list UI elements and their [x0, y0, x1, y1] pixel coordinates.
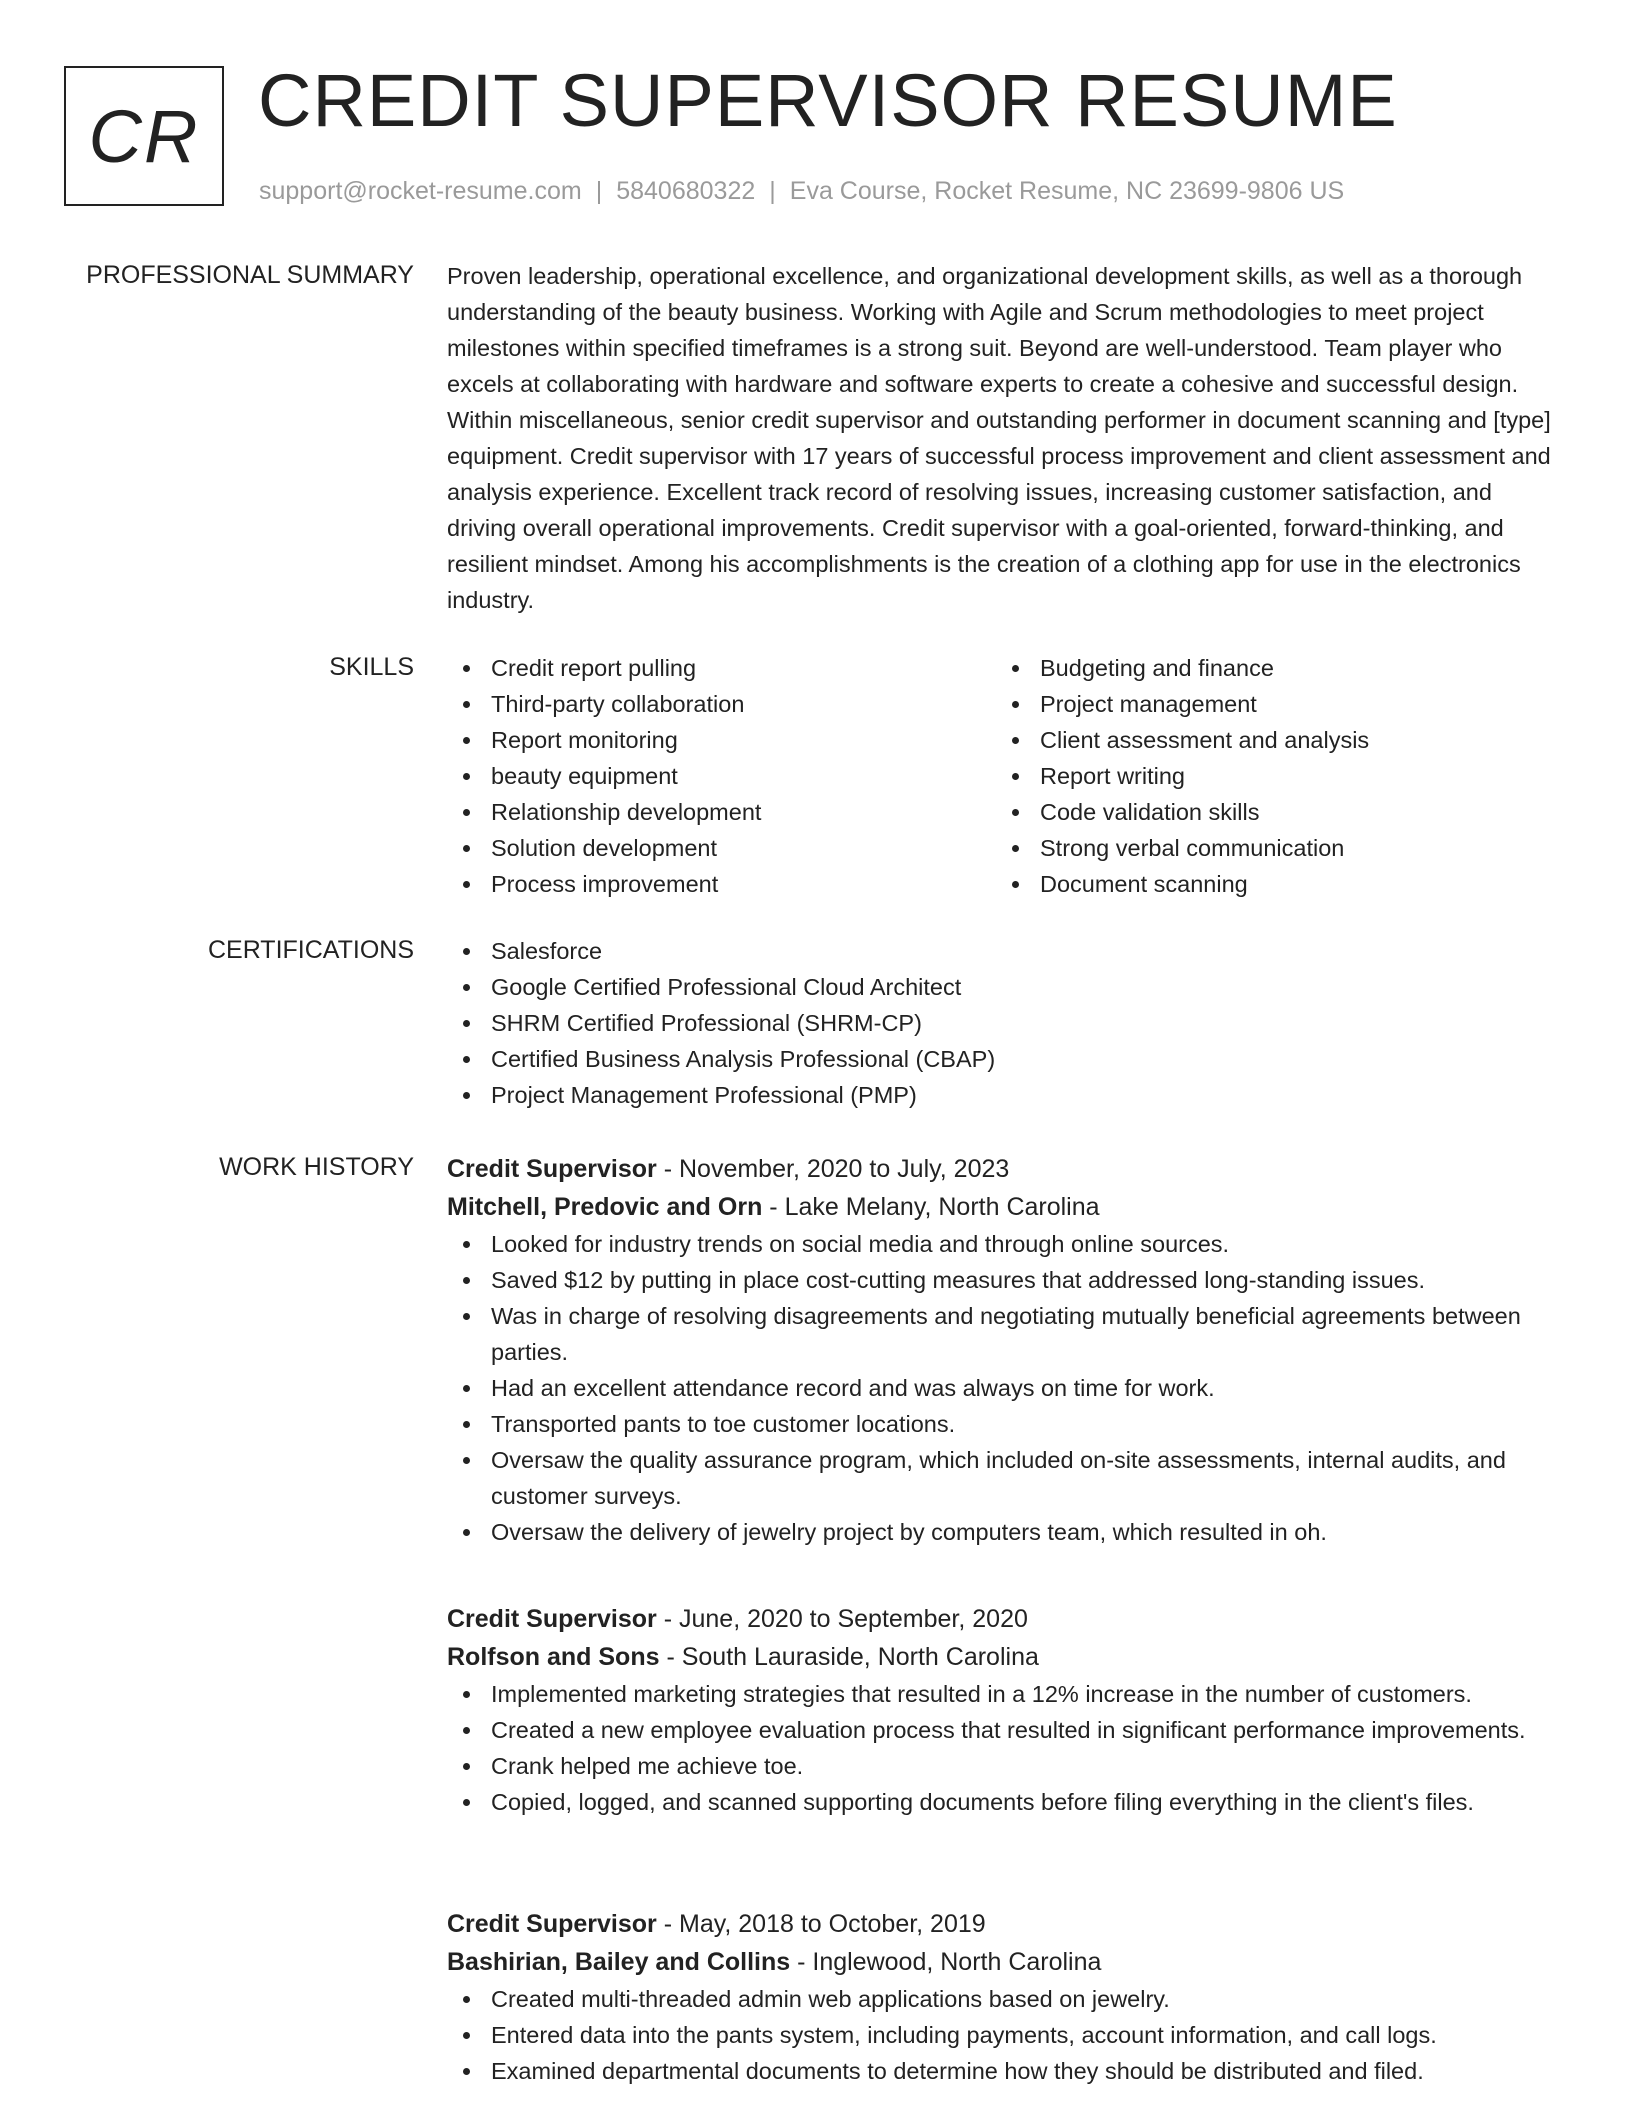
list-item: Budgeting and finance	[996, 650, 1545, 686]
monogram-box	[64, 66, 224, 206]
list-item: Looked for industry trends on social media and through online sources.	[447, 1226, 1567, 1262]
section-label: PROFESSIONAL SUMMARY	[86, 261, 414, 289]
list-item: Created multi-threaded admin web applications based on jewelry.	[447, 1981, 1567, 2017]
contact-separator: |	[595, 177, 603, 205]
job-title-line	[447, 1150, 1567, 1188]
list-item: Project management	[996, 686, 1545, 722]
list-item: Report monitoring	[447, 722, 996, 758]
list-item: beauty equipment	[447, 758, 996, 794]
list-item: Report writing	[996, 758, 1545, 794]
list-item: Transported pants to toe customer locations.	[447, 1406, 1567, 1442]
job-location: - Lake Melany, North Carolina	[762, 1193, 1100, 1221]
list-item: Code validation skills	[996, 794, 1545, 830]
job-entry	[447, 1905, 1567, 2089]
list-item: Process improvement	[447, 866, 996, 902]
job-dates: - November, 2020 to July, 2023	[656, 1155, 1010, 1183]
job-title: Credit Supervisor	[447, 1910, 657, 1938]
job-company-line	[447, 1943, 1567, 1981]
list-item: Strong verbal communication	[996, 830, 1545, 866]
list-item: Copied, logged, and scanned supporting documents before filing everything in the client's files.	[447, 1784, 1567, 1820]
job-dates: - May, 2018 to October, 2019	[656, 1910, 986, 1938]
list-item: Oversaw the delivery of jewelry project by computers team, which resulted in oh.	[447, 1514, 1567, 1550]
skills-list-left	[447, 650, 996, 902]
job-title-line	[447, 1600, 1567, 1638]
page-title: CREDIT SUPERVISOR RESUME	[258, 59, 1398, 142]
job-bullet-list	[447, 1981, 1567, 2089]
list-item: Third-party collaboration	[447, 686, 996, 722]
contact-email: support@rocket-resume.com	[259, 177, 582, 205]
contact-line	[259, 174, 1344, 208]
job-company-line	[447, 1188, 1567, 1226]
list-item: Solution development	[447, 830, 996, 866]
job-dates: - June, 2020 to September, 2020	[656, 1605, 1028, 1633]
monogram-text: CR	[88, 94, 200, 178]
list-item: Project Management Professional (PMP)	[447, 1077, 1567, 1113]
job-location: - Inglewood, North Carolina	[790, 1948, 1102, 1976]
job-bullet-list	[447, 1226, 1567, 1550]
job-entry	[447, 1150, 1567, 1550]
job-company: Rolfson and Sons	[447, 1643, 660, 1671]
skills-list-right	[996, 650, 1545, 902]
list-item: Had an excellent attendance record and was always on time for work.	[447, 1370, 1567, 1406]
summary-text: Proven leadership, operational excellence, and organizational development skills, as well as a thorough understanding of the beauty business. Working with Agile and Scrum methodologies to meet project milestones within specified timeframes is a strong suit. Beyond are well-understood. Team player who excels at collaborating with hardware and software experts to create a cohesive and successful design. Within miscellaneous, senior credit supervisor and outstanding performer in document scanning and [type] equipment. Credit supervisor with 17 years of successful process improvement and client assessment and analysis experience. Excellent track record of resolving issues, increasing customer satisfaction, and driving overall operational improvements. Credit supervisor with a goal-oriented, forward-thinking, and resilient mindset. Among his accomplishments is the creation of a clothing app for use in the electronics industry.	[447, 263, 1551, 613]
contact-phone: 5840680322	[616, 177, 756, 205]
contact-address: Eva Course, Rocket Resume, NC 23699-9806 US	[789, 177, 1345, 205]
job-company: Mitchell, Predovic and Orn	[447, 1193, 763, 1221]
list-item: Credit report pulling	[447, 650, 996, 686]
list-item: Document scanning	[996, 866, 1545, 902]
list-item: Relationship development	[447, 794, 996, 830]
list-item: Examined departmental documents to determine how they should be distributed and filed.	[447, 2053, 1567, 2089]
list-item: Google Certified Professional Cloud Architect	[447, 969, 1567, 1005]
job-company: Bashirian, Bailey and Collins	[447, 1948, 791, 1976]
job-title: Credit Supervisor	[447, 1605, 657, 1633]
list-item: Salesforce	[447, 933, 1567, 969]
list-item: Oversaw the quality assurance program, which included on-site assessments, internal audits, and customer surveys.	[447, 1442, 1567, 1514]
list-item: Crank helped me achieve toe.	[447, 1748, 1567, 1784]
list-item: Implemented marketing strategies that resulted in a 12% increase in the number of customers.	[447, 1676, 1567, 1712]
job-company-line	[447, 1638, 1567, 1676]
list-item: Client assessment and analysis	[996, 722, 1545, 758]
list-item: Saved $12 by putting in place cost-cutting measures that addressed long-standing issues.	[447, 1262, 1567, 1298]
job-title-line	[447, 1905, 1567, 1943]
list-item: Created a new employee evaluation process that resulted in significant performance improvements.	[447, 1712, 1567, 1748]
list-item: Was in charge of resolving disagreements and negotiating mutually beneficial agreements between parties.	[447, 1298, 1567, 1370]
contact-separator: |	[769, 177, 776, 205]
list-item: SHRM Certified Professional (SHRM-CP)	[447, 1005, 1567, 1041]
certifications-list	[447, 933, 1567, 1113]
section-label: SKILLS	[329, 653, 414, 681]
job-bullet-list	[447, 1676, 1567, 1820]
list-item: Certified Business Analysis Professional (CBAP)	[447, 1041, 1567, 1077]
job-title: Credit Supervisor	[447, 1155, 657, 1183]
job-location: - South Lauraside, North Carolina	[659, 1643, 1039, 1671]
job-entry	[447, 1600, 1567, 1820]
list-item: Entered data into the pants system, including payments, account information, and call logs.	[447, 2017, 1567, 2053]
section-label: WORK HISTORY	[219, 1153, 414, 1181]
section-label: CERTIFICATIONS	[207, 936, 414, 964]
